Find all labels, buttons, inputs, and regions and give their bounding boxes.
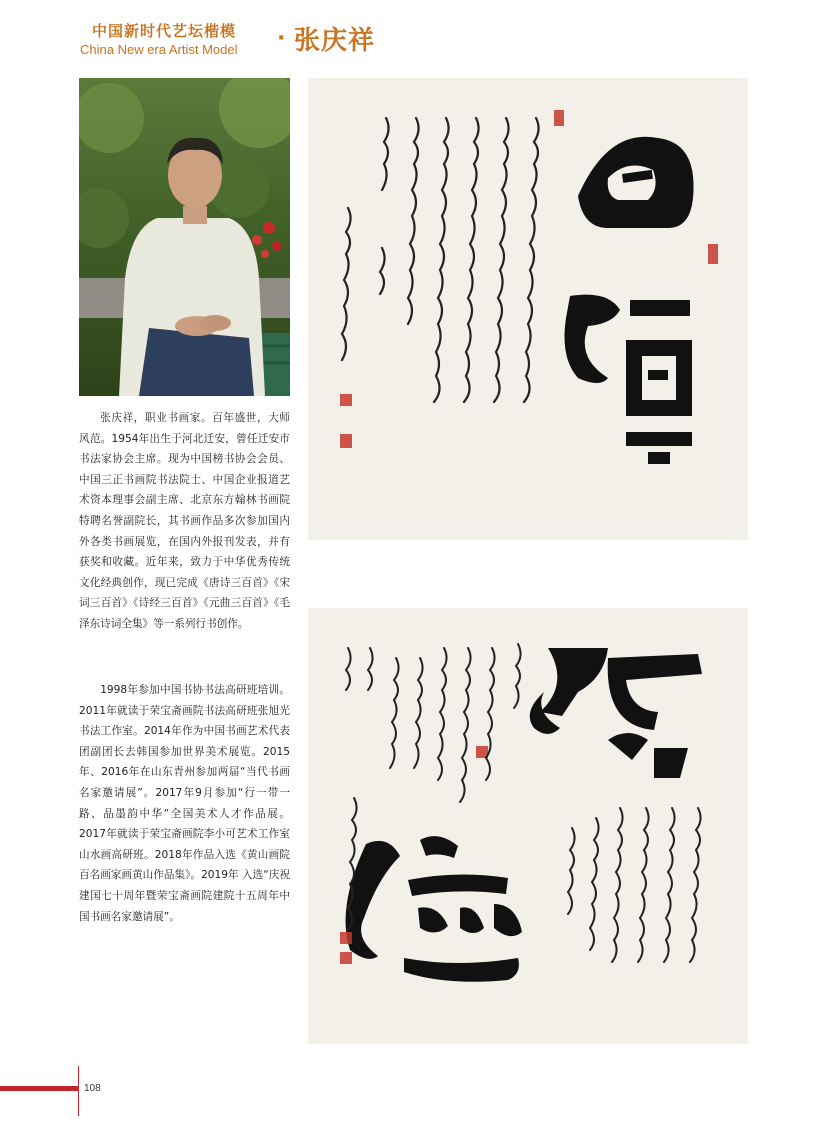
calligraphy-artwork-2 [308, 608, 748, 1044]
seal-mark [340, 932, 352, 944]
calligraphy-artwork-1 [308, 78, 748, 540]
artist-photo [79, 78, 290, 396]
seal-mark [340, 952, 352, 964]
seal-mark [340, 394, 352, 406]
seal-mark [708, 244, 718, 264]
calligraphy-artwork-2-illustration [308, 608, 748, 1044]
seal-mark [340, 434, 352, 448]
footer-accent-bar [0, 1086, 78, 1091]
seal-mark [554, 110, 564, 126]
title-separator: · [277, 26, 286, 51]
series-title-cn: 中国新时代艺坛楷模 [92, 22, 237, 40]
calligraphy-artwork-1-illustration [308, 78, 748, 540]
biography-paragraph-1 [79, 408, 290, 635]
bio-text-2: 1998年参加中国书协书法高研班培训。2011年就读于荣宝斋画院书法高研班张旭光书法工作室。2014年作为中国书画艺术代表团副团长去韩国参加世界美术展览。2015年、2016年在山东青州参加两届“当代书画名家邀请展”。2017年9月参加“行一带一路、品墨韵中华”全国美术人才作品展。2017年就读于荣宝斋画院李小可艺术工作室山水画高研班。2018年作品入选《黄山画院百名画家画黄山作品集》。2019年 入选“庆祝建国七十周年暨荣宝斋画院建院十五周年中国书画名家邀请展”。 [79, 684, 290, 923]
artist-name: 张庆祥 [294, 26, 376, 56]
artist-photo-illustration [79, 78, 290, 396]
inscription-columns [346, 644, 701, 962]
inscription-columns [342, 118, 539, 402]
series-title-en: China New era Artist Model [80, 42, 238, 57]
bio-text-1: 张庆祥，职业书画家。百年盛世，大师风范。1954年出生于河北迁安，曾任迁安市书法家协会主席。现为中国榜书协会会员、中国三正书画院书法院士、中国企业报道艺术资本理事会副主席、北京东方翰林书画院特聘名誉副院长，其书画作品多次参加国内外各类书画展览，在国内外报刊发表，并有获奖和收藏。近年来，致力于中华优秀传统文化经典创作，现已完成《唐诗三百首》《宋词三百首》《诗经三百首》《元曲三百首》《毛泽东诗词全集》等一系列行书创作。 [79, 412, 290, 630]
footer-divider [78, 1066, 79, 1116]
biography-paragraph-2 [79, 680, 290, 927]
page-number: 108 [84, 1083, 101, 1094]
